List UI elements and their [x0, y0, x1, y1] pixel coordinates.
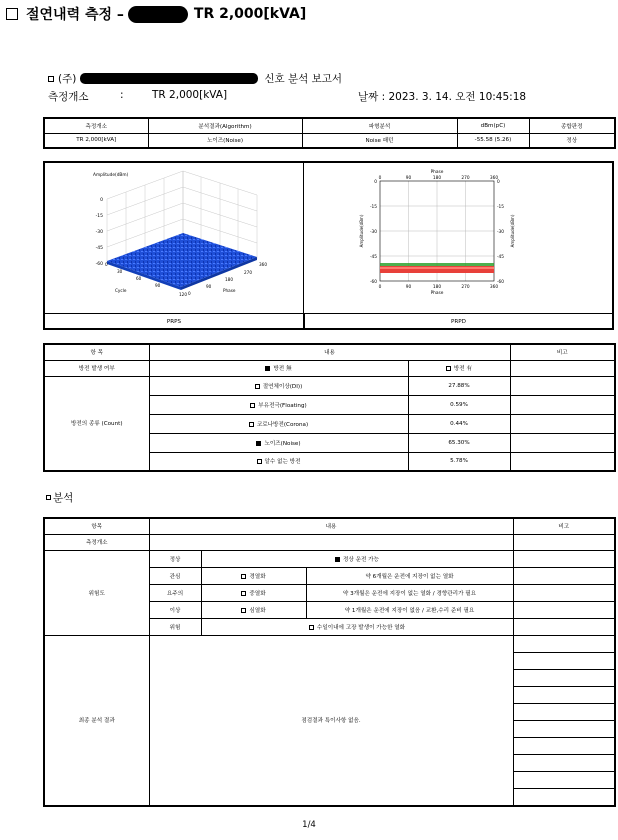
prpd-x-tick: 0 — [378, 285, 382, 290]
prpd-y-tick: -45 — [369, 255, 377, 260]
type-checkbox[interactable] — [249, 422, 254, 427]
prps-z-axis-label: Amplitude(dBm) — [93, 173, 129, 178]
analysis-table — [43, 517, 616, 807]
final-result-row — [44, 635, 615, 806]
summary-cell: TR 2,000[kVA] — [44, 133, 148, 148]
risk-level: 관심 — [149, 567, 201, 584]
risk-note — [513, 550, 615, 567]
summary-cell: -55.58 (5.26) — [457, 133, 529, 148]
prpd-x-label: Phase — [430, 291, 444, 296]
type-note — [510, 414, 615, 433]
page-number: 1/4 — [302, 820, 316, 830]
redaction-mark — [128, 6, 188, 23]
risk-degree-checkbox[interactable] — [241, 574, 246, 579]
risk-desc-cell — [201, 550, 513, 567]
summary-header-cell: 파형분석 — [302, 118, 457, 133]
risk-note — [513, 601, 615, 618]
prps-chart — [45, 163, 303, 313]
risk-note — [513, 584, 615, 601]
type-pct: 5.78% — [408, 452, 510, 471]
prps-chart-svg — [45, 163, 303, 313]
prpd-y-tick-right: 0 — [497, 180, 500, 185]
risk-level: 정상 — [149, 550, 201, 567]
prpd-x-tick: 180 — [432, 285, 442, 290]
risk-degree-checkbox[interactable] — [241, 591, 246, 596]
report-title: 신호 분석 보고서 — [264, 73, 343, 85]
risk-degree-cell — [201, 584, 306, 601]
discharge-header-row — [44, 344, 615, 360]
type-name: 부유전극(Floating) — [258, 402, 307, 409]
risk-degree: 중열화 — [249, 590, 266, 597]
prpd-top-tick: 180 — [432, 176, 442, 181]
types-label: 방전의 종류 (Count) — [44, 376, 149, 471]
type-name-cell — [149, 395, 408, 414]
type-name: 노이즈(Noise) — [264, 440, 301, 447]
risk-desc-checkbox[interactable] — [309, 625, 314, 630]
prpd-y-tick: -30 — [369, 230, 377, 235]
prpd-y-tick-right: -15 — [497, 205, 505, 210]
type-pct: 27.88% — [408, 376, 510, 395]
note-line — [514, 687, 615, 704]
risk-degree: 경열화 — [249, 573, 266, 580]
summary-header-cell: 종합판정 — [529, 118, 615, 133]
analysis-title: 분석 — [53, 492, 74, 504]
occurrence-yes-label: 방전 有 — [453, 366, 473, 372]
occurrence-yes-checkbox[interactable] — [446, 366, 451, 371]
type-name-cell — [149, 433, 408, 452]
prpd-top-tick: 0 — [378, 176, 382, 181]
prpd-top-tick: 90 — [405, 176, 412, 181]
risk-row — [44, 550, 615, 567]
prps-z-tick: -15 — [95, 214, 103, 219]
analysis-location-row — [44, 534, 615, 550]
analysis-location-value — [149, 534, 513, 550]
prps-cycle-label: Cycle — [115, 288, 127, 293]
type-row — [44, 376, 615, 395]
type-checkbox[interactable] — [255, 384, 260, 389]
prpd-x-tick: 90 — [405, 285, 412, 290]
summary-data-row — [44, 133, 615, 148]
risk-desc: 정상 운전 가능 — [343, 556, 379, 563]
prpd-y-label-right: Amplitude(dBm) — [510, 214, 515, 248]
analysis-header-item: 항목 — [44, 518, 149, 534]
page-title-suffix: TR 2,000[kVA] — [193, 6, 307, 22]
prpd-y-tick-right: -30 — [497, 230, 505, 235]
final-note-lines — [514, 636, 615, 805]
summary-table — [43, 117, 616, 149]
prps-phase-tick: 270 — [244, 270, 252, 275]
prps-cycle-tick: 90 — [155, 283, 161, 288]
risk-desc: 약 1개월은 운전에 지장이 없음 / 교환,수리 준비 필요 — [306, 601, 513, 618]
occurrence-row — [44, 360, 615, 376]
note-line — [514, 721, 615, 738]
note-line — [514, 755, 615, 772]
type-name-cell — [149, 452, 408, 471]
occurrence-yes-cell — [408, 360, 510, 376]
type-checkbox[interactable] — [250, 403, 255, 408]
checkbox-square-icon — [6, 8, 18, 20]
risk-degree-cell — [201, 601, 306, 618]
square-bullet-icon — [46, 495, 51, 500]
prpd-top-tick: 360 — [489, 176, 499, 181]
analysis-header-content: 내용 — [149, 518, 513, 534]
occurrence-note — [510, 360, 615, 376]
prpd-y-tick: -15 — [369, 205, 377, 210]
risk-degree-cell — [201, 567, 306, 584]
note-line — [514, 653, 615, 670]
prps-z-tick: -30 — [95, 230, 103, 235]
type-checkbox[interactable] — [256, 441, 261, 446]
type-name: 절연체이상(DI)) — [262, 383, 303, 390]
redaction-mark — [80, 73, 258, 84]
risk-desc-cell — [201, 618, 513, 635]
type-note — [510, 395, 615, 414]
prps-caption: PRPS — [45, 313, 303, 330]
prpd-chart-svg — [304, 163, 612, 313]
prps-z-tick: -60 — [95, 262, 103, 267]
prpd-top-label: Phase — [430, 170, 444, 175]
page-title — [6, 4, 306, 24]
page-title-prefix: 절연내력 측정 – — [26, 7, 124, 23]
prpd-y-tick: -60 — [369, 280, 377, 285]
final-label: 최종 분석 결과 — [44, 635, 149, 806]
summary-cell: Noise 패턴 — [302, 133, 457, 148]
type-name-cell — [149, 376, 408, 395]
prpd-caption: PRPD — [304, 313, 612, 330]
risk-degree-checkbox[interactable] — [241, 608, 246, 613]
summary-cell: 정상 — [529, 133, 615, 148]
analysis-location-note — [513, 534, 615, 550]
prps-cycle-tick: 120 — [179, 292, 187, 297]
prpd-y-tick: 0 — [374, 180, 377, 185]
prpd-top-tick: 270 — [461, 176, 470, 181]
risk-degree: 심열화 — [249, 607, 266, 614]
summary-header-row — [44, 118, 615, 133]
risk-desc: 약 6개월은 운전에 지장이 없는 열화 — [306, 567, 513, 584]
prps-phase-tick: 360 — [259, 262, 267, 267]
prpd-x-tick: 360 — [489, 285, 499, 290]
occurrence-none-checkbox[interactable] — [265, 366, 270, 371]
type-name: 코로나방전(Corona) — [256, 421, 309, 428]
prpd-y-tick-right: -60 — [497, 280, 505, 285]
occurrence-none-label: 방전 無 — [273, 366, 292, 372]
type-pct: 0.44% — [408, 414, 510, 433]
note-line — [514, 789, 615, 805]
type-note — [510, 376, 615, 395]
prpd-chart — [304, 163, 612, 313]
type-note — [510, 452, 615, 471]
location-value: TR 2,000[kVA] — [152, 89, 228, 101]
prps-phase-tick: 180 — [225, 277, 233, 282]
analysis-header-note: 비고 — [513, 518, 615, 534]
note-line — [514, 670, 615, 687]
note-line — [514, 772, 615, 789]
report-date: 날짜 : 2023. 3. 14. 오전 10:45:18 — [358, 91, 527, 103]
analysis-header-row — [44, 518, 615, 534]
prps-phase-tick: 90 — [206, 284, 212, 289]
final-note-cell — [513, 635, 615, 806]
prps-phase-label: Phase — [223, 288, 236, 293]
analysis-section-title — [46, 490, 73, 505]
risk-desc: 수일이내에 고장 발생이 가능한 열화 — [316, 624, 406, 631]
report-heading — [48, 71, 342, 86]
discharge-header-item: 항 목 — [44, 344, 149, 360]
note-line — [514, 738, 615, 755]
final-text: 점검결과 특이사항 없음. — [149, 635, 513, 806]
prps-z-tick: 0 — [100, 198, 103, 203]
risk-note — [513, 567, 615, 584]
prps-phase-tick: 0 — [188, 291, 191, 296]
prps-cycle-tick: 60 — [136, 276, 142, 281]
prpd-x-tick: 270 — [461, 285, 470, 290]
risk-level: 위험 — [149, 618, 201, 635]
charts-frame — [43, 161, 614, 330]
risk-level: 요주의 — [149, 584, 201, 601]
type-name: 알수 없는 방전 — [264, 459, 301, 466]
prps-cycle-tick: 30 — [117, 269, 123, 274]
discharge-table — [43, 343, 616, 472]
analysis-location-label: 측정개소 — [44, 534, 149, 550]
discharge-header-note: 비고 — [510, 344, 615, 360]
summary-header-cell: dBm(pC) — [457, 118, 529, 133]
prps-cycle-tick: 0 — [105, 262, 108, 267]
prpd-y-tick-right: -45 — [497, 255, 505, 260]
risk-level: 이상 — [149, 601, 201, 618]
type-checkbox[interactable] — [257, 459, 262, 464]
type-name-cell — [149, 414, 408, 433]
location-colon: : — [120, 89, 124, 101]
discharge-header-content: 내용 — [149, 344, 510, 360]
note-line — [514, 704, 615, 721]
prps-z-tick: -45 — [95, 246, 103, 251]
note-line — [514, 636, 615, 653]
summary-header-cell: 측정개소 — [44, 118, 148, 133]
risk-desc: 약 3개월은 운전에 지장이 없는 열화 / 경향관리가 필요 — [306, 584, 513, 601]
company-name: (주) — [58, 73, 77, 85]
type-pct: 65.30% — [408, 433, 510, 452]
type-pct: 0.59% — [408, 395, 510, 414]
risk-label: 위험도 — [44, 550, 149, 635]
square-bullet-icon — [48, 76, 54, 82]
location-label: 측정개소 — [48, 91, 89, 103]
risk-note — [513, 618, 615, 635]
occurrence-label: 방전 발생 여부 — [44, 360, 149, 376]
summary-header-cell: 분석결과(Algorithm) — [148, 118, 302, 133]
type-note — [510, 433, 615, 452]
occurrence-none-cell — [149, 360, 408, 376]
prpd-y-label-left: Amplitude(dBm) — [359, 214, 364, 248]
risk-desc-checkbox[interactable] — [335, 557, 340, 562]
summary-cell: 노이즈(Noise) — [148, 133, 302, 148]
